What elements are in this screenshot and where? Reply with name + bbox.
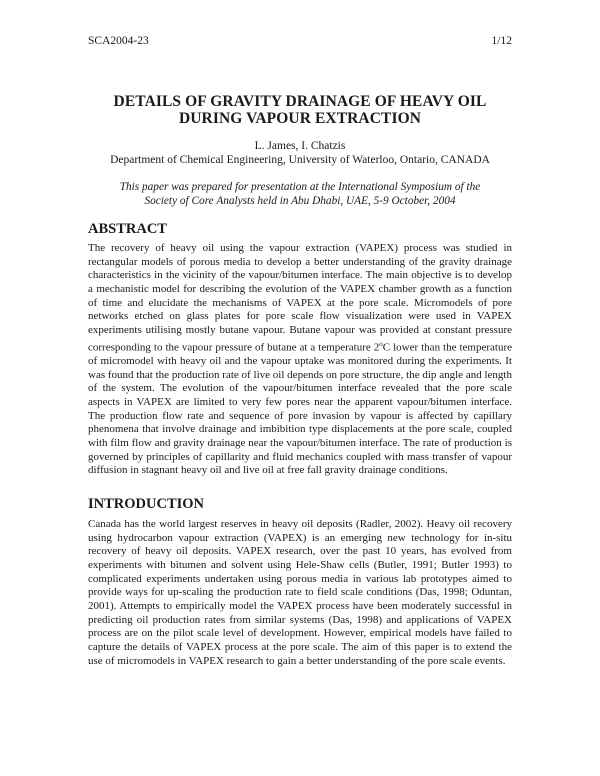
introduction-paragraph: Canada has the world largest reserves in heavy oil deposits (Radler, 2002). Heavy oil recovery using hydrocarbon vapour extraction (VAPEX) is an emerging new technology for in-situ recovery of heavy oil deposits. VAPEX research, over the past 10 years, has evolved from experiments with bitumen and solvent using Hele-Shaw cells (Butler, 1991; Butler 1993) to complicated experiments undertaken using porous media in various lab prototypes aimed to provide ways for up-scaling the production rate to field scale conditions (Das, 1998; Oduntan, 2001). Attempts to empirically model the VAPEX process have been moderately successful in predicting oil production rates from similar systems (Das, 1998) and applications of VAPEX process are on the pilot scale level of development. However, empirical models have failed to capture the details of VAPEX process at the pore scale. The aim of this paper is to extend the use of micromodels in VAPEX research to gain a better understanding of the pore scale events. <box>88 518 512 667</box>
conference-note-line-1: This paper was prepared for presentation at the International Symposium of the <box>119 181 481 193</box>
title-line-1: DETAILS OF GRAVITY DRAINAGE OF HEAVY OIL <box>113 93 487 110</box>
page-number: 1/12 <box>491 35 512 47</box>
conference-note <box>60 180 540 208</box>
abstract-text-part-2: C lower than the temperature of micromodel with heavy oil and the vapour uptake was monitored during the experiments. It was found that the production rate of live oil depends on pore structure, the dip angle and length of the system. The evolution of the vapour/bitumen interface revealed that the pore scale aspects in VAPEX are limited to very few pores near the apparent vapour/bitumen interface. The production flow rate and sequence of pore invasion by vapour is affected by capillary phenomena that involve drainage and imbibition type displacements at the pore scale, coupled with film flow and gravity drainage near the vapour/bitumen interface. The rate of production is governed by principles of capillarity and fluid mechanics coupled with mass transfer of vapour diffusion in stagnant heavy oil and live oil at free fall gravity drainage conditions. <box>88 341 512 477</box>
degree-superscript: o <box>379 339 383 348</box>
abstract-heading: ABSTRACT <box>88 221 167 237</box>
author-affiliation: Department of Chemical Engineering, University of Waterloo, Ontario, CANADA <box>110 154 490 166</box>
abstract-text-part-1: The recovery of heavy oil using the vapour extraction (VAPEX) process was studied in rectangular models of porous media to develop a better understanding of the gravity drainage characteristics in the vicinity of the vapour/bitumen interface. The main objective is to develop a mechanistic model for describing the evolution of the VAPEX chamber growth as a function of time and elucidate the mechanisms of VAPEX at the pore scale. Micromodels of pore networks etched on glass plates for pore scale flow visualization were used in VAPEX experiments utilising mostly butane vapour. Butane vapour was provided at constant pressure corresponding to the vapour pressure of butane at a temperature 2 <box>88 242 512 354</box>
author-names: L. James, I. Chatzis <box>254 140 346 152</box>
paper-id: SCA2004-23 <box>88 35 149 47</box>
title-line-2: DURING VAPOUR EXTRACTION <box>178 110 422 127</box>
abstract-paragraph <box>88 242 512 478</box>
author-block <box>60 139 540 167</box>
introduction-heading: INTRODUCTION <box>88 496 205 512</box>
paper-title <box>60 93 540 127</box>
page-header <box>88 35 512 47</box>
conference-note-line-2: Society of Core Analysts held in Abu Dhabi, UAE, 5-9 October, 2004 <box>144 195 456 207</box>
